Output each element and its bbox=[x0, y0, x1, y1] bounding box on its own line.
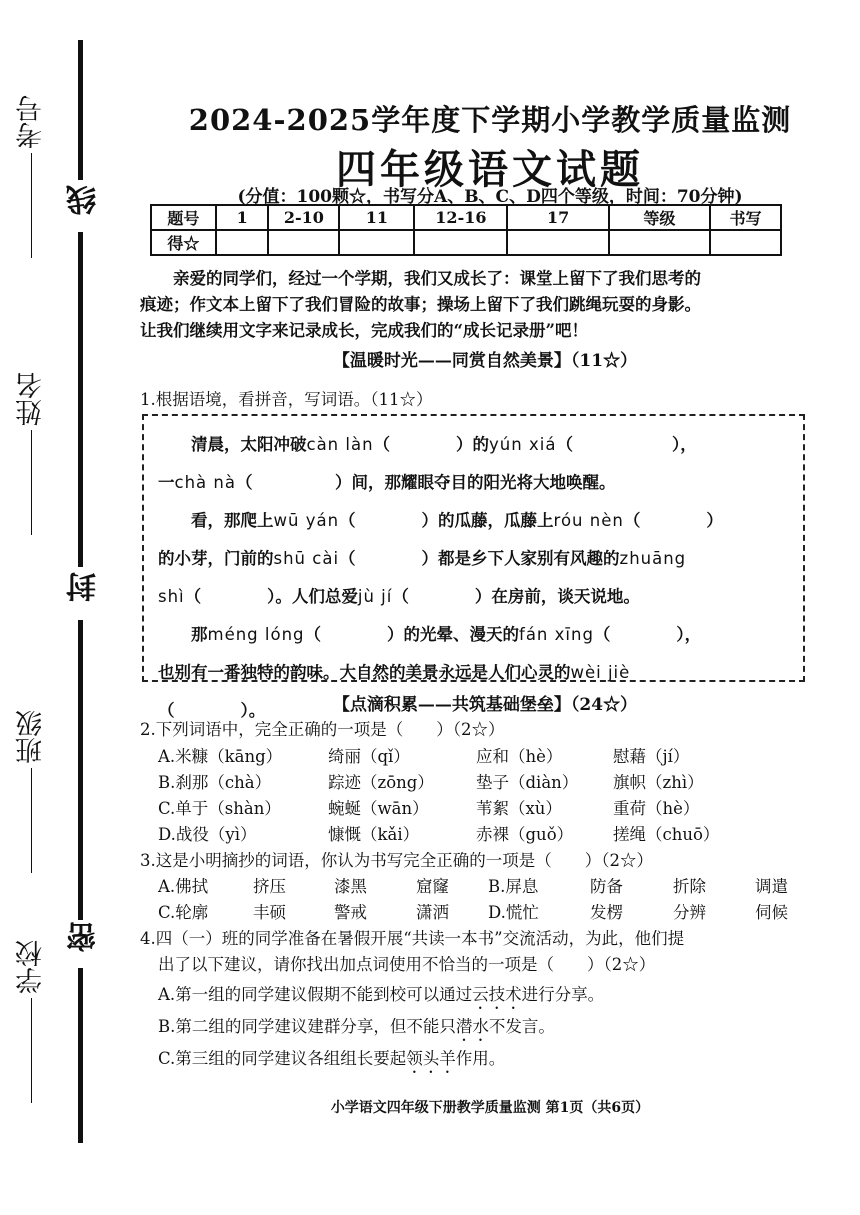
score-header-cell: 书写 bbox=[710, 205, 781, 230]
answer-blank[interactable]: （ ）的光晕、漫天的 bbox=[304, 625, 520, 644]
pinyin: fán xīng bbox=[519, 625, 594, 644]
answer-blank[interactable]: （ ）在房前，谈天说地。 bbox=[392, 587, 640, 606]
section-heading-1: 【温暖时光——同赏自然美景】（11☆） bbox=[332, 351, 638, 371]
question-4-option-a[interactable]: A.第一组的同学建议假期不能到校可以通过云技术进行分享。 bbox=[158, 985, 605, 1004]
score-cell[interactable] bbox=[414, 230, 507, 255]
answer-blank[interactable]: （ ）的瓜藤，瓜藤上 bbox=[339, 511, 554, 530]
exam-number-field[interactable]: 考号 bbox=[12, 95, 51, 258]
question-4-stem-line2: 出了以下建议，请你找出加点词使用不恰当的一项是（ ）（2☆） bbox=[158, 955, 656, 974]
score-cell[interactable] bbox=[216, 230, 269, 255]
score-table bbox=[150, 204, 782, 256]
score-header-cell: 2-10 bbox=[268, 205, 339, 230]
intro-line: 痕迹；作文本上留下了我们冒险的故事；操场上留下了我们跳绳玩耍的身影。 bbox=[140, 295, 701, 314]
name-field[interactable]: 姓名 bbox=[12, 372, 51, 535]
score-header-cell: 题号 bbox=[151, 205, 216, 230]
answer-blank[interactable]: （ ） bbox=[623, 511, 723, 530]
score-cell[interactable] bbox=[710, 230, 781, 255]
pinyin: shū cài bbox=[273, 549, 340, 568]
pinyin: zhuāng bbox=[619, 549, 687, 568]
pinyin: shì bbox=[158, 587, 185, 606]
score-row-label: 得☆ bbox=[151, 230, 216, 255]
pinyin: chà nà bbox=[174, 473, 236, 492]
score-header-cell: 等级 bbox=[609, 205, 710, 230]
intro-line: 让我们继续用文字来记录成长，完成我们的“成长记录册”吧！ bbox=[140, 321, 588, 340]
exam-title: 2024-2025学年度下学期小学教学质量监测 bbox=[188, 103, 792, 137]
binding-line-segment bbox=[78, 968, 83, 1143]
question-1-stem: 1.根据语境，看拼音，写词语。（11☆） bbox=[140, 390, 433, 409]
passage-line: 那méng lóng（ ）的光晕、漫天的fán xīng（ ）， bbox=[191, 625, 702, 644]
pinyin: wèi jiè bbox=[570, 663, 631, 682]
binding-line-segment bbox=[78, 620, 83, 920]
answer-blank[interactable]: （ ）， bbox=[556, 435, 697, 454]
binding-margin bbox=[0, 0, 130, 1215]
pinyin: méng lóng bbox=[207, 625, 305, 644]
pinyin: yún xiá bbox=[489, 435, 557, 454]
passage-line: 清晨，太阳冲破càn làn（ ）的yún xiá（ ）， bbox=[191, 435, 697, 454]
passage-line: 也别有一番独特的韵味。大自然的美景永远是人们心灵的wèi jiè bbox=[158, 663, 631, 682]
binding-mark-mi: 密 bbox=[67, 922, 102, 952]
answer-blank[interactable]: （ ）。 bbox=[158, 701, 266, 720]
intro-paragraph bbox=[140, 266, 820, 344]
exam-page: 线 封 密 考号 姓名 班级 学校 2024-2025学年度下学期小学教学质量监测 四年级语文试题 (分值：100颗☆，书写分A、B、C、D四个等级，时间：70分钟) 题号 1 2-10 11 12-16 17 等级 书写 得☆ 亲爱的同学们，经过一个学期，我们又成长了：课堂上留下了我们思考的 痕迹；作文本上留下了我们冒险的故事；操场上留下了我们跳绳玩耍的身影。 让我们继续用文字来记录成长，完成我们的“成长记录册”吧！ 【温暖时光——同赏自然美景】（11☆） 1.根据语境，看拼音，写词语。（11☆） 清晨，太阳冲破càn làn（ ）的yún xiá（ ）， 一chà nà（ ）间，那耀眼夺目的阳光将大地唤醒。 看，那爬上wū yán（ ）的瓜藤，瓜藤上róu nèn（ ） 的小芽，门前的shū cài（ ）都是乡下人家别有风趣的zhuāng shì（ ）。人们总爱jù jí（ ）在房前，谈天说地。 那méng lóng（ ）的光晕、漫天的fán xīng（ ）， 也别有一番独特的韵味。大自然的美景永远是人们心灵的wèi jiè （ ）。 【点滴积累——共筑基础堡垒】（24☆） 2.下列词语中，完全正确的一项是（ ）（2☆） A.米糠（kāng） 绮丽（qǐ） 应和（hè） 慰藉（jí） B.刹那（chà） 踪迹（zōng） 垫子（diàn） 旗帜（zhì） C.单于（shàn） 蜿蜒（wān） 苇絮（xù） 重荷（hè） D.战役（yì） 慷慨（kǎi） 赤裸（guǒ） 搓绳（chuō） 3.这是小明摘抄的词语，你认为书写完全正确的一项是（ ）（2☆） A.佛拭 挤压 漆黑 窟窿 B.屏息 防备 折除 调遣 C.轮廓 丰硕 警戒 潇洒 D.慌忙 发楞 分辨 伺候 4.四（一）班的同学准备在暑假开展“共读一本书”交流活动，为此，他们提 出了以下建议，请你找出加点词使用不恰当的一项是（ ）（2☆） A.第一组的同学建议假期不能到校可以通过云技术进行分享。 B.第二组的同学建议建群分享，但不能只潜水不发言。 C.第三组的同学建议各组组长要起领头羊作用。 小学语文四年级下册教学质量监测 第1页（共6页） bbox=[0, 0, 860, 1215]
binding-mark-xian: 线 bbox=[67, 185, 102, 215]
question-4-option-b[interactable]: B.第二组的同学建议建群分享，但不能只潜水不发言。 bbox=[158, 1017, 555, 1036]
score-cell[interactable] bbox=[339, 230, 414, 255]
page-footer: 小学语文四年级下册教学质量监测 第1页（共6页） bbox=[330, 1100, 650, 1116]
intro-line: 亲爱的同学们，经过一个学期，我们又成长了：课堂上留下了我们思考的 bbox=[173, 269, 701, 288]
passage-line: 一chà nà（ ）间，那耀眼夺目的阳光将大地唤醒。 bbox=[158, 473, 616, 492]
passage-line: 看，那爬上wū yán（ ）的瓜藤，瓜藤上róu nèn（ ） bbox=[191, 511, 723, 530]
answer-blank[interactable]: （ ）， bbox=[593, 625, 702, 644]
question-4-option-c[interactable]: C.第三组的同学建议各组组长要起领头羊作用。 bbox=[158, 1049, 506, 1068]
answer-blank[interactable]: （ ）都是乡下人家别有风趣的 bbox=[339, 549, 620, 568]
question-3-stem: 3.这是小明摘抄的词语，你认为书写完全正确的一项是（ ）（2☆） bbox=[140, 851, 653, 870]
binding-line-segment bbox=[78, 40, 83, 180]
score-header-cell: 1 bbox=[216, 205, 269, 230]
score-cell[interactable] bbox=[268, 230, 339, 255]
binding-line-segment bbox=[78, 232, 83, 567]
question-4-stem-line1: 4.四（一）班的同学准备在暑假开展“共读一本书”交流活动，为此，他们提 bbox=[140, 929, 685, 948]
score-header-cell: 11 bbox=[339, 205, 414, 230]
answer-blank[interactable]: （ ）。人们总爱 bbox=[184, 587, 358, 606]
answer-blank[interactable]: （ ）间，那耀眼夺目的阳光将大地唤醒。 bbox=[235, 473, 616, 492]
binding-mark-feng: 封 bbox=[67, 572, 102, 602]
exam-subject-title: 四年级语文试题 bbox=[336, 146, 644, 193]
pinyin: jù jí bbox=[357, 587, 393, 606]
pinyin: càn làn bbox=[306, 435, 374, 454]
pinyin: wū yán bbox=[273, 511, 340, 530]
section-heading-2: 【点滴积累——共筑基础堡垒】（24☆） bbox=[332, 695, 638, 715]
answer-blank[interactable]: （ ）的 bbox=[373, 435, 490, 454]
score-table-score-row bbox=[151, 230, 781, 255]
score-header-cell: 17 bbox=[507, 205, 608, 230]
question-2-stem: 2.下列词语中，完全正确的一项是（ ）（2☆） bbox=[140, 720, 505, 739]
score-cell[interactable] bbox=[507, 230, 608, 255]
passage-line bbox=[158, 578, 793, 616]
school-field[interactable]: 学校 bbox=[12, 940, 51, 1103]
pinyin: róu nèn bbox=[553, 511, 624, 530]
score-cell[interactable] bbox=[609, 230, 710, 255]
passage-line: 的小芽，门前的shū cài（ ）都是乡下人家别有风趣的zhuāng bbox=[158, 549, 687, 568]
score-header-cell: 12-16 bbox=[414, 205, 507, 230]
exam-info: (分值：100颗☆，书写分A、B、C、D四个等级，时间：70分钟) bbox=[237, 187, 743, 207]
score-table-header-row bbox=[151, 205, 781, 230]
class-field[interactable]: 班级 bbox=[12, 710, 51, 873]
